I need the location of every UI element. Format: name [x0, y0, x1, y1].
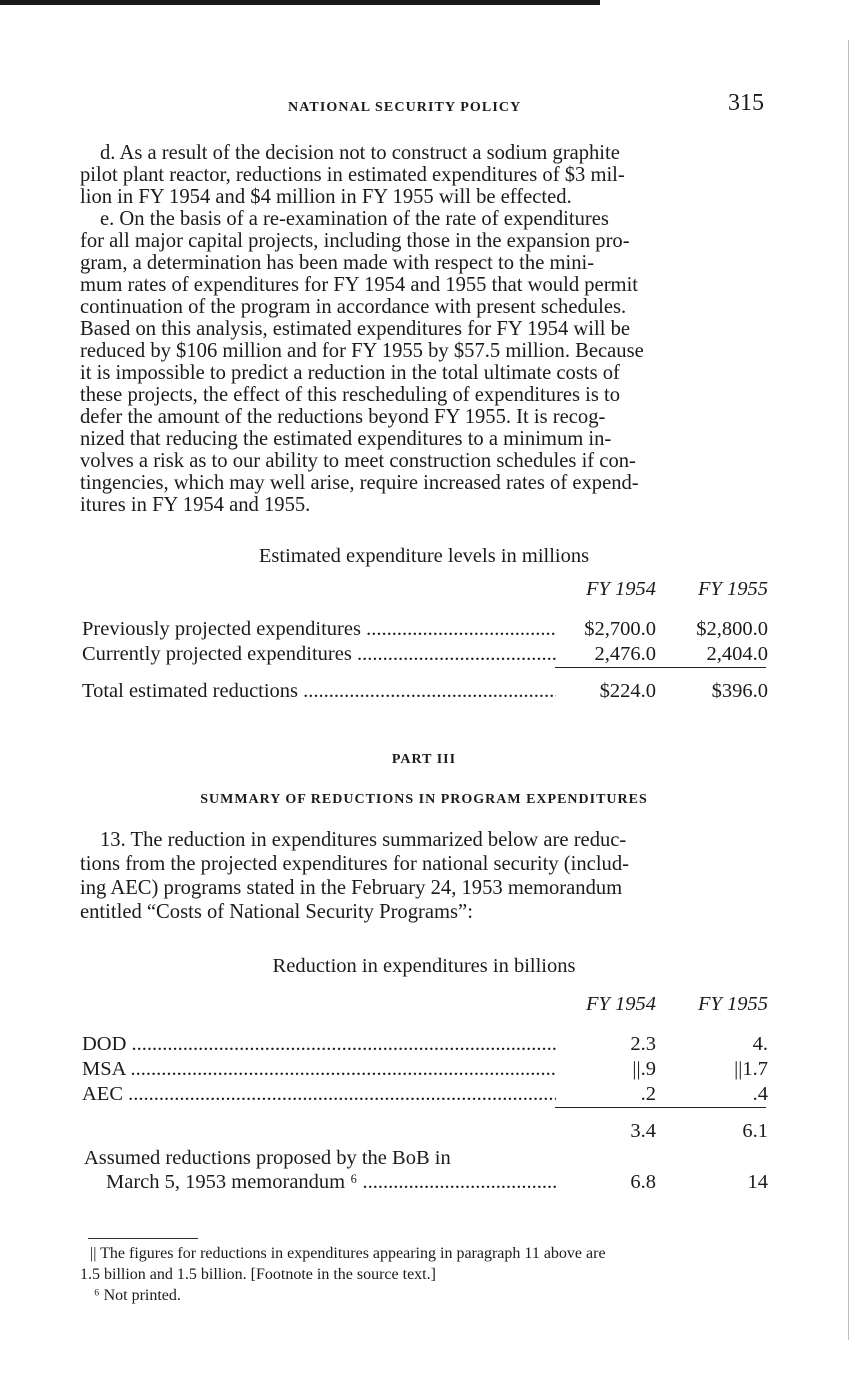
- part-title: PART III: [391, 752, 457, 767]
- text-line: continuation of the program in accordance with present schedules.: [80, 296, 627, 318]
- footnote-line: || The figures for reductions in expenditures appearing in paragraph 11 above are: [90, 1245, 606, 1262]
- row-label: Currently projected expenditures .....: [82, 643, 556, 666]
- row-label: DOD .....: [82, 1033, 556, 1056]
- text-line: e. On the basis of a re-examination of the rate of expenditures: [100, 208, 609, 230]
- row-value-fy1955: 4.: [752, 1033, 768, 1055]
- text-line: entitled “Costs of National Security Programs”:: [80, 901, 473, 923]
- table1-caption: Estimated expenditure levels in millions: [258, 545, 590, 567]
- row-label: MSA .....: [82, 1058, 556, 1081]
- footnote-rule: [88, 1238, 198, 1239]
- page-right-edge: [848, 40, 849, 1340]
- table1-total-row: [80, 680, 768, 704]
- row-value-fy1954: $224.0: [599, 680, 656, 702]
- assumed-fy1955: 14: [747, 1171, 768, 1193]
- text-line: d. As a result of the decision not to construct a sodium graphite: [100, 142, 620, 164]
- text-line: reduced by $106 million and for FY 1955 by $57.5 million. Because: [80, 340, 644, 362]
- text-line: tions from the projected expenditures for national security (includ-: [80, 853, 629, 875]
- text-line: tingencies, which may well arise, require increased rates of expend-: [80, 472, 639, 494]
- table2-subtotal-row: [80, 1120, 768, 1144]
- text-line: these projects, the effect of this rescheduling of expenditures is to: [80, 384, 621, 406]
- footnote-parallel: [80, 1243, 768, 1285]
- text-line: it is impossible to predict a reduction in the total ultimate costs of: [80, 362, 620, 384]
- part-subtitle: SUMMARY OF REDUCTIONS IN PROGRAM EXPENDITURES: [200, 792, 648, 807]
- row-value-fy1955: $396.0: [711, 680, 768, 702]
- row-value-fy1954: 2,476.0: [594, 643, 656, 665]
- row-value-fy1954: ||.9: [632, 1058, 656, 1080]
- paragraph-e: [80, 208, 766, 516]
- table2-assumed-heading: [80, 1147, 768, 1171]
- assumed-label-line1: Assumed reductions proposed by the BoB in: [84, 1147, 451, 1169]
- running-head: NATIONAL SECURITY POLICY: [288, 100, 522, 115]
- text-line: volves a risk as to our ability to meet construction schedules if con-: [80, 450, 636, 472]
- text-line: itures in FY 1954 and 1955.: [80, 494, 311, 516]
- text-line: for all major capital projects, including those in the expansion pro-: [80, 230, 630, 252]
- footnote-6: ⁶ Not printed.: [94, 1287, 181, 1304]
- subtotal-fy1955: 6.1: [742, 1120, 768, 1142]
- row-value-fy1955: 2,404.0: [706, 643, 768, 665]
- row-value-fy1954: .2: [640, 1083, 656, 1105]
- row-label: AEC .....: [82, 1083, 556, 1106]
- table1-col-fy1955: FY 1955: [697, 578, 768, 600]
- text-line: pilot plant reactor, reductions in estimated expenditures of $3 mil-: [80, 164, 625, 186]
- table1-col-fy1954: FY 1954: [585, 578, 656, 600]
- row-value-fy1955: .4: [752, 1083, 768, 1105]
- row-label: Previously projected expenditures .....: [82, 618, 556, 641]
- table2-col-fy1954: FY 1954: [585, 993, 656, 1015]
- row-value-fy1954: 2.3: [630, 1033, 656, 1055]
- table2-col-fy1955: FY 1955: [697, 993, 768, 1015]
- page-top-edge: [0, 0, 600, 5]
- table2-caption: Reduction in expenditures in billions: [272, 955, 576, 977]
- table2-row: [80, 1083, 768, 1107]
- table1-row: [80, 618, 768, 642]
- row-label: Total estimated reductions .....: [82, 680, 556, 703]
- row-value-fy1955: $2,800.0: [696, 618, 768, 640]
- page-number: 315: [728, 90, 764, 116]
- text-line: ing AEC) programs stated in the February 24, 1953 memorandum: [80, 877, 623, 899]
- text-line: mum rates of expenditures for FY 1954 and 1955 that would permit: [80, 274, 639, 296]
- table1-sum-rule: [555, 667, 766, 668]
- table2-sum-rule: [555, 1107, 766, 1108]
- table2-row: [80, 1033, 768, 1057]
- table1-row: [80, 643, 768, 667]
- table2-row: [80, 1058, 768, 1082]
- text-line: lion in FY 1954 and $4 million in FY 1955 will be effected.: [80, 186, 572, 208]
- table2-assumed-row: [80, 1171, 768, 1195]
- text-line: gram, a determination has been made with respect to the mini-: [80, 252, 595, 274]
- text-line: 13. The reduction in expenditures summarized below are reduc-: [100, 829, 627, 851]
- text-line: defer the amount of the reductions beyond FY 1955. It is recog-: [80, 406, 606, 428]
- row-value-fy1955: ||1.7: [734, 1058, 768, 1080]
- text-line: Based on this analysis, estimated expenditures for FY 1954 will be: [80, 318, 631, 340]
- subtotal-fy1954: 3.4: [630, 1120, 656, 1142]
- row-value-fy1954: $2,700.0: [584, 618, 656, 640]
- paragraph-13: [80, 828, 766, 924]
- assumed-label-line2: March 5, 1953 memorandum ⁶ .....: [106, 1171, 556, 1194]
- paragraph-d: [80, 142, 766, 208]
- footnote-line: 1.5 billion and 1.5 billion. [Footnote in the source text.]: [80, 1266, 436, 1283]
- text-line: nized that reducing the estimated expenditures to a minimum in-: [80, 428, 612, 450]
- assumed-fy1954: 6.8: [630, 1171, 656, 1193]
